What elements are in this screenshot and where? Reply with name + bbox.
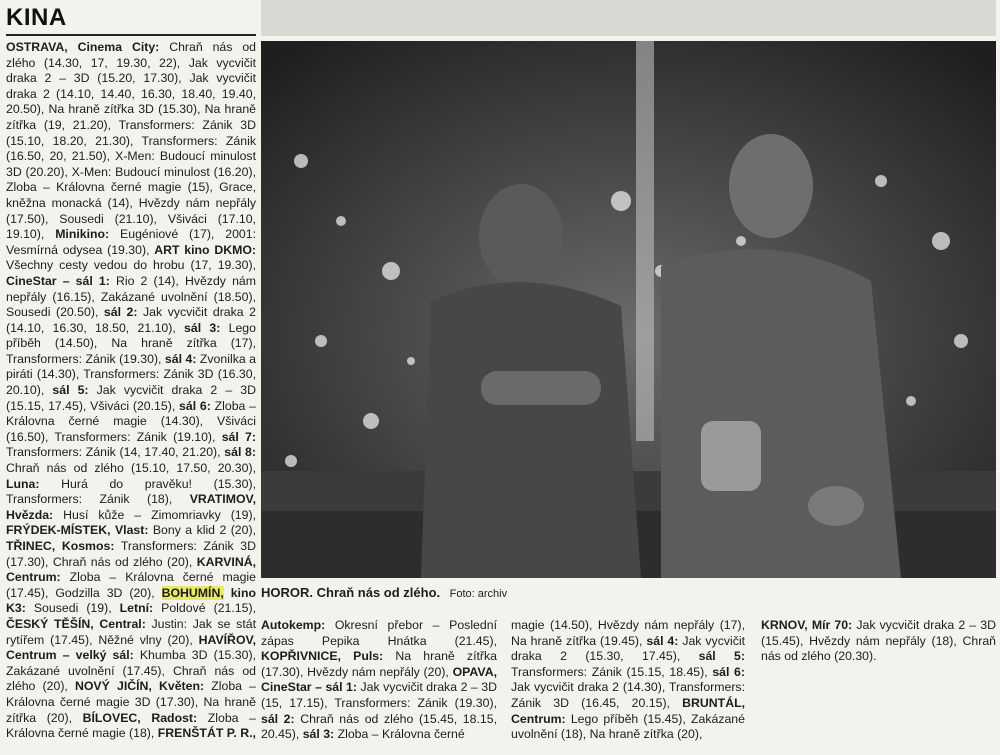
listing-text: Jak vycvičit draka 2 (14.10, 16.30, 18.50, 21.10), [6, 305, 256, 335]
listing-text: Všechny cesty vedou do hrobu (17, 19.30), [6, 258, 256, 273]
listing-text: Chraň nás od zlého (14.30, 17, 19.30, 22), Jak vycvičit draka 2 – 3D (15.20, 17.30), Jak vycvičit draka 2 (14.10, 14.40, 16.30, 18.40, 19.40, 20.50), Na hraně zítřka 3D (15.30), Na hraně zítřka (19, 21.20), Transformers: Zánik 3D (15.10, 18.20, 21.30), Transformers: Zánik (16.50, 20, 21.50), X-Men: Budoucí minulost 3D (20.20), X-Men: Budoucí minulost (16.20), Zloba – Královna černé magie (15), Grace, kněžna monacká (14), Hvězdy nám nepřály (17.50), Sousedi (21.10), Všiváci (17.10, 19.10), [6, 40, 256, 242]
listing-venue: OPAVA, CineStar – sál 1: [261, 664, 497, 695]
photo-caption [261, 585, 996, 605]
listing-venue: sál 8: [224, 445, 256, 460]
listing-text: Bony a klid 2 (20), [148, 523, 256, 538]
listing-text: magie (14.50), Hvězdy nám nepřály (17), Na hraně zítřka (19.45), [511, 618, 745, 648]
listing-venue: kino K3: [6, 585, 256, 616]
listing-venue: HAVÍŘOV, Centrum – velký sál: [6, 632, 256, 663]
listings-text-left [6, 40, 256, 742]
listing-venue: ART kino DKMO: [154, 242, 256, 257]
listing-text: Husí kůže – Zimomriavky (19), [53, 507, 256, 522]
cinema-listings-left-column [6, 40, 256, 752]
listing-text: Jak vycvičit draka 2 (14.30), Transformers: Zánik 3D (16.45, 20.15), [511, 680, 745, 710]
listing-venue: sál 6: [179, 398, 211, 413]
listing-venue: sál 7: [221, 429, 256, 444]
listing-venue: NOVÝ JIČÍN, Květen: [74, 679, 205, 694]
listing-venue: VRATIMOV, Hvězda: [6, 492, 256, 522]
listing-text: Zloba – Královna černé [334, 727, 465, 742]
listing-venue: sál 4: [164, 351, 197, 366]
listing-text: Jak vycvičit draka 2 – 3D (15.15, 17.45), Všiváci (20.15), [6, 383, 256, 413]
listing-text: Jak vycvičit draka 2 – 3D (15, 17.15), Transformers: Zánik (19.30), [261, 680, 497, 710]
listing-venue: BÍLOVEC, Radost: [82, 710, 198, 725]
listing-text: Lego příběh (15.45), Zakázané uvolnění (18), Na hraně zítřka (20), [511, 711, 745, 742]
listing-venue: KARVINÁ, Centrum: [6, 554, 256, 585]
listing-venue: Luna: [6, 476, 40, 491]
listing-venue: KOPŘIVNICE, Puls: [261, 649, 384, 664]
section-title: KINA [6, 4, 67, 31]
listing-venue: Letní: [119, 601, 154, 616]
listings-text-3 [511, 618, 745, 743]
listing-text: Chraň nás od zlého (15.45, 18.15, 20.45), [261, 711, 497, 742]
listing-venue: sál 2: [261, 711, 295, 726]
listing-text: Transformers: Zánik 3D (17.30), Chraň nás od zlého (20), [6, 539, 256, 569]
cinema-listings-column-4 [761, 618, 996, 755]
listing-venue: sál 5: [698, 649, 745, 664]
listing-venue: ČESKÝ TĚŠÍN, Central: [6, 616, 146, 631]
listing-text: Hurá do pravěku! (15.30), Transformers: Zánik (18), [6, 476, 256, 507]
listing-venue: FRÝDEK-MÍSTEK, Vlast: [6, 523, 149, 538]
listing-venue: sál 6: [712, 664, 745, 679]
listing-text: Chraň nás od zlého (15.10, 17.50, 20.30), [6, 461, 256, 476]
listing-venue: BOHUMÍN, [161, 585, 224, 600]
light-pillar [636, 41, 654, 441]
listings-text-2 [261, 618, 497, 743]
listing-venue: sál 4: [646, 633, 679, 648]
header-rule [6, 34, 256, 36]
listing-venue: CineStar – sál 1: [6, 273, 110, 288]
previous-article-edge [261, 0, 996, 36]
listings-text-4 [761, 618, 996, 665]
listing-text: Eugéniové (17), 2001: Vesmírná odysea (19.30), [6, 227, 256, 257]
listing-text: Zvonilka a piráti (14.30), Transformers: Zánik 3D (16.30, 20.10), [6, 351, 256, 398]
listing-venue: Autokemp: [261, 618, 326, 632]
listing-text: Na hraně zítřka (17.30), Hvězdy nám nepřály (20), [261, 649, 497, 679]
listing-venue: sál 5: [52, 383, 89, 398]
listing-text: Zloba – Královna černé magie (18), [6, 710, 256, 741]
movie-still-photo [261, 41, 996, 578]
listing-venue: KRNOV, Mír 70: [761, 618, 853, 632]
caption-title: HOROR. Chraň nás od zlého. [261, 585, 441, 600]
cinema-listings-column-3 [511, 618, 745, 755]
listing-text: Transformers: Zánik (15.15, 18.45), [511, 664, 713, 679]
cinema-listings-column-2 [261, 618, 497, 755]
listing-text: Zloba – Královna černé magie (17.45), Godzilla 3D (20), [6, 570, 256, 600]
listing-text: Lego příběh (14.50), Na hraně zítřka (17), Transformers: Zánik (19.30), [6, 320, 256, 366]
caption-credit: Foto: archiv [449, 588, 508, 600]
listing-text: Rio 2 (14), Hvězdy nám nepřály (16.15), Zakázané uvolnění (18.50), Sousedi (20.50), [6, 273, 256, 320]
listing-venue: sál 2: [103, 305, 138, 320]
listing-text: Okresní přebor – Poslední zápas Pepika Hnátka (21.45), [261, 618, 497, 648]
listing-text: Zloba – Královna černé magie (14.30), Všiváci (16.50), Transformers: Zánik (19.10), [6, 398, 256, 444]
listing-venue: Minikino: [55, 227, 110, 242]
listing-text: Poldové (21.15), [153, 601, 256, 616]
listing-text: Transformers: Zánik (14, 17.40, 21.20), [6, 445, 225, 460]
photo-illustration [261, 41, 996, 578]
listing-text: Jak vycvičit draka 2 – 3D (15.45), Hvězdy nám nepřály (18), Chraň nás od zlého (20.30). [761, 618, 996, 664]
listing-venue: TŘINEC, Kosmos: [6, 539, 115, 553]
listing-text: Sousedi (19), [25, 601, 120, 616]
listing-text: Khumba 3D (15.30), Zakázané uvolnění (17.45), Chraň nás od zlého (20), [6, 648, 256, 694]
section-header [6, 4, 256, 32]
listing-venue: BRUNTÁL, Centrum: [511, 695, 745, 726]
listing-text: Justin: Jak se stát rytířem (17.45), Něžné vlny (20), [6, 616, 256, 647]
listing-text: Zloba – Královna černé magie 3D (17.30), Na hraně zítřka (20), [6, 679, 256, 725]
listing-venue: sál 3: [302, 727, 335, 742]
listing-venue: sál 3: [184, 320, 221, 335]
listing-venue: OSTRAVA, Cinema City: [6, 40, 160, 54]
listing-text: Jak vycvičit draka 2 (15.30, 17.45), [511, 633, 745, 664]
listing-venue: FRENŠTÁT P. R., [157, 726, 256, 741]
